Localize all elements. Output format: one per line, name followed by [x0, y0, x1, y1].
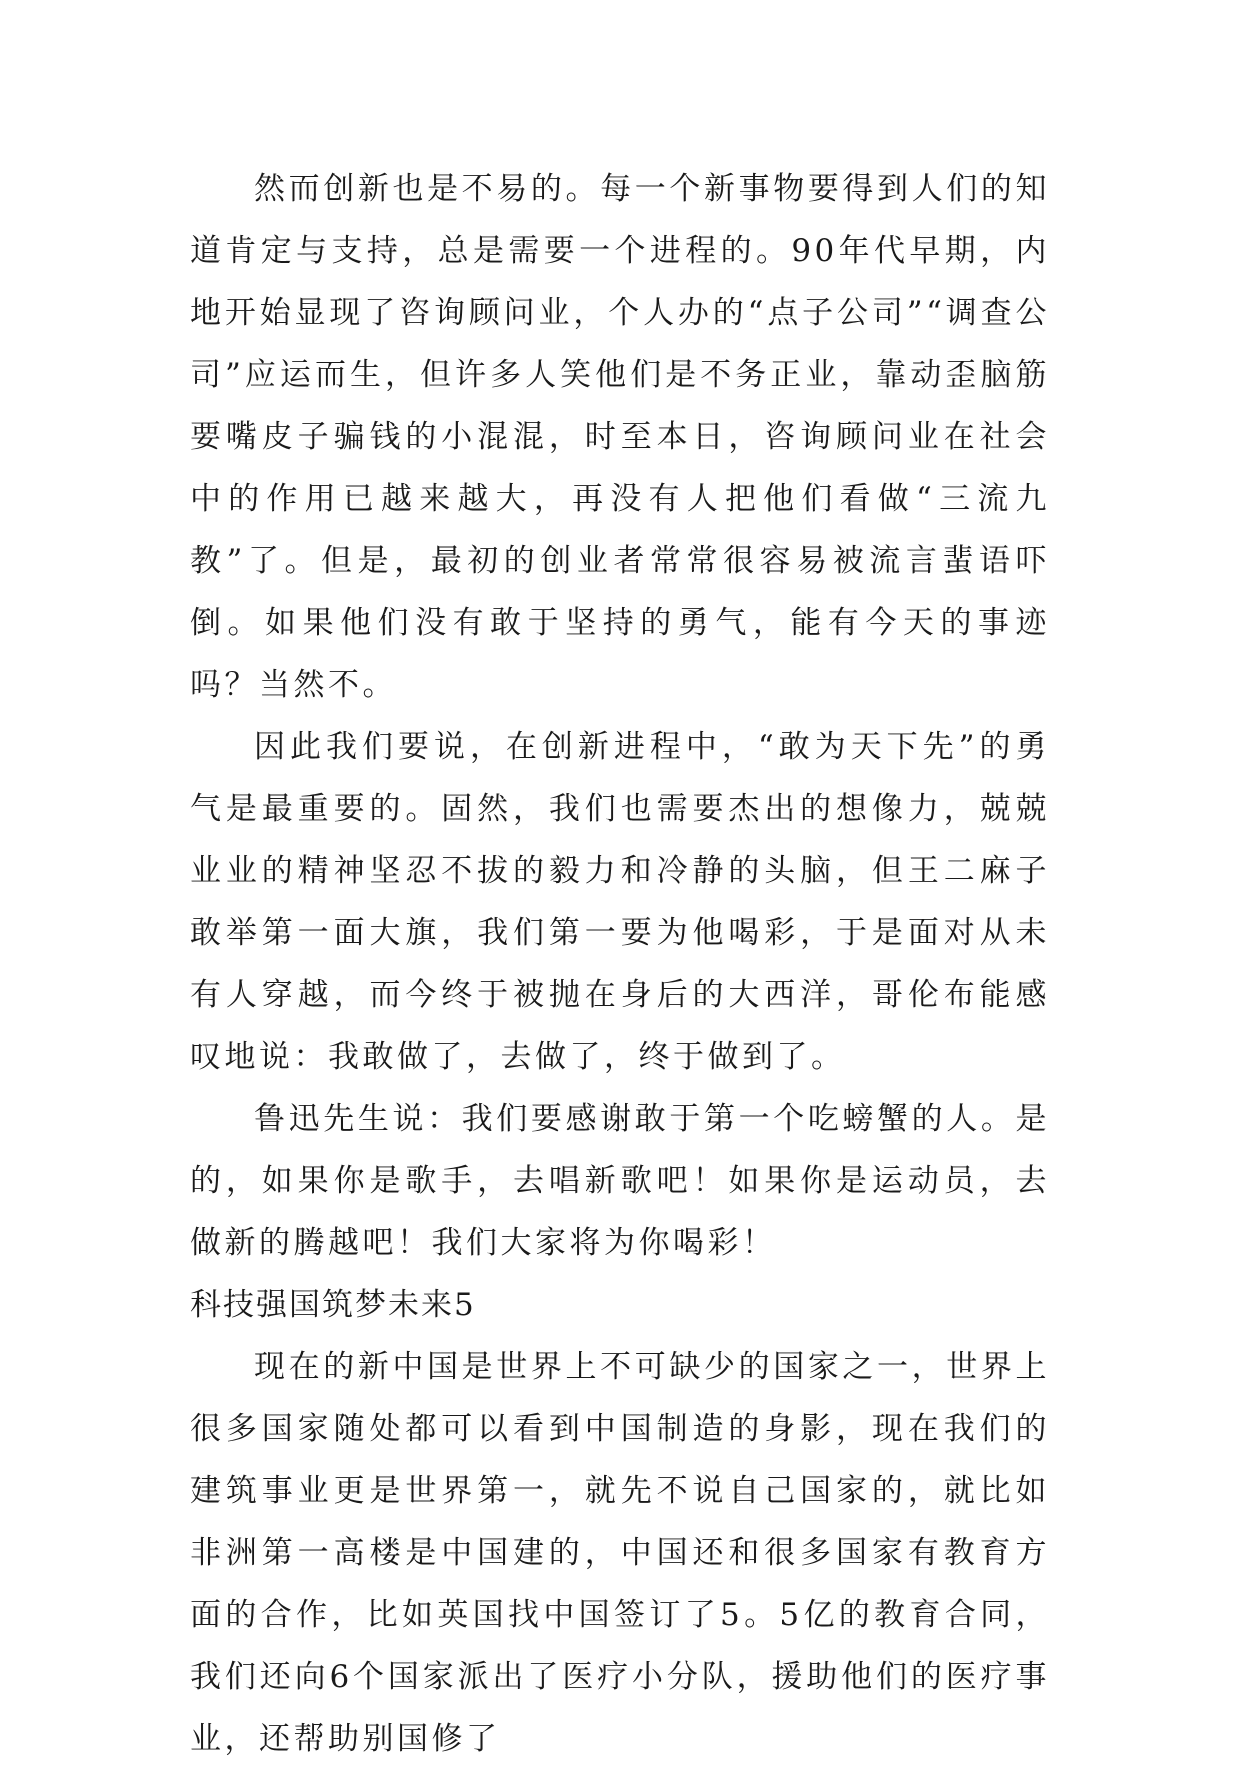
paragraph-new-china: 现在的新中国是世界上不可缺少的国家之一，世界上很多国家随处都可以看到中国制造的身影，现在我们的建筑事业更是世界第一，就先不说自己国家的，就比如非洲第一高楼是中国建的，中国还和很多国家有教育方面的合作，比如英国找中国签订了5。5亿的教育合同，我们还向6个国家派出了医疗小分队，援助他们的医疗事业，还帮助别国修了	[190, 1349, 1050, 1757]
section-heading: 科技强国筑梦未来5	[190, 1287, 476, 1323]
paragraph-luxun-quote: 鲁迅先生说：我们要感谢敢于第一个吃螃蟹的人。是的，如果你是歌手，去唱新歌吧！如果你是运动员，去做新的腾越吧！我们大家将为你喝彩！	[190, 1101, 1050, 1261]
paragraph-courage: 因此我们要说，在创新进程中，“敢为天下先”的勇气是最重要的。固然，我们也需要杰出的想像力，兢兢业业的精神坚忍不拔的毅力和冷静的头脑，但王二麻子敢举第一面大旗，我们第一要为他喝彩，于是面对从未有人穿越，而今终于被抛在身后的大西洋，哥伦布能感叹地说：我敢做了，去做了，终于做到了。	[190, 729, 1050, 1075]
document-body	[190, 158, 1050, 1770]
paragraph-innovation-difficulty: 然而创新也是不易的。每一个新事物要得到人们的知道肯定与支持，总是需要一个进程的。90年代早期，内地开始显现了咨询顾问业，个人办的“点子公司”“调查公司”应运而生，但许多人笑他们是不务正业，靠动歪脑筋要嘴皮子骗钱的小混混，时至本日，咨询顾问业在社会中的作用已越来越大，再没有人把他们看做“三流九教”了。但是，最初的创业者常常很容易被流言蜚语吓倒。如果他们没有敢于坚持的勇气，能有今天的事迹吗？当然不。	[190, 171, 1050, 703]
